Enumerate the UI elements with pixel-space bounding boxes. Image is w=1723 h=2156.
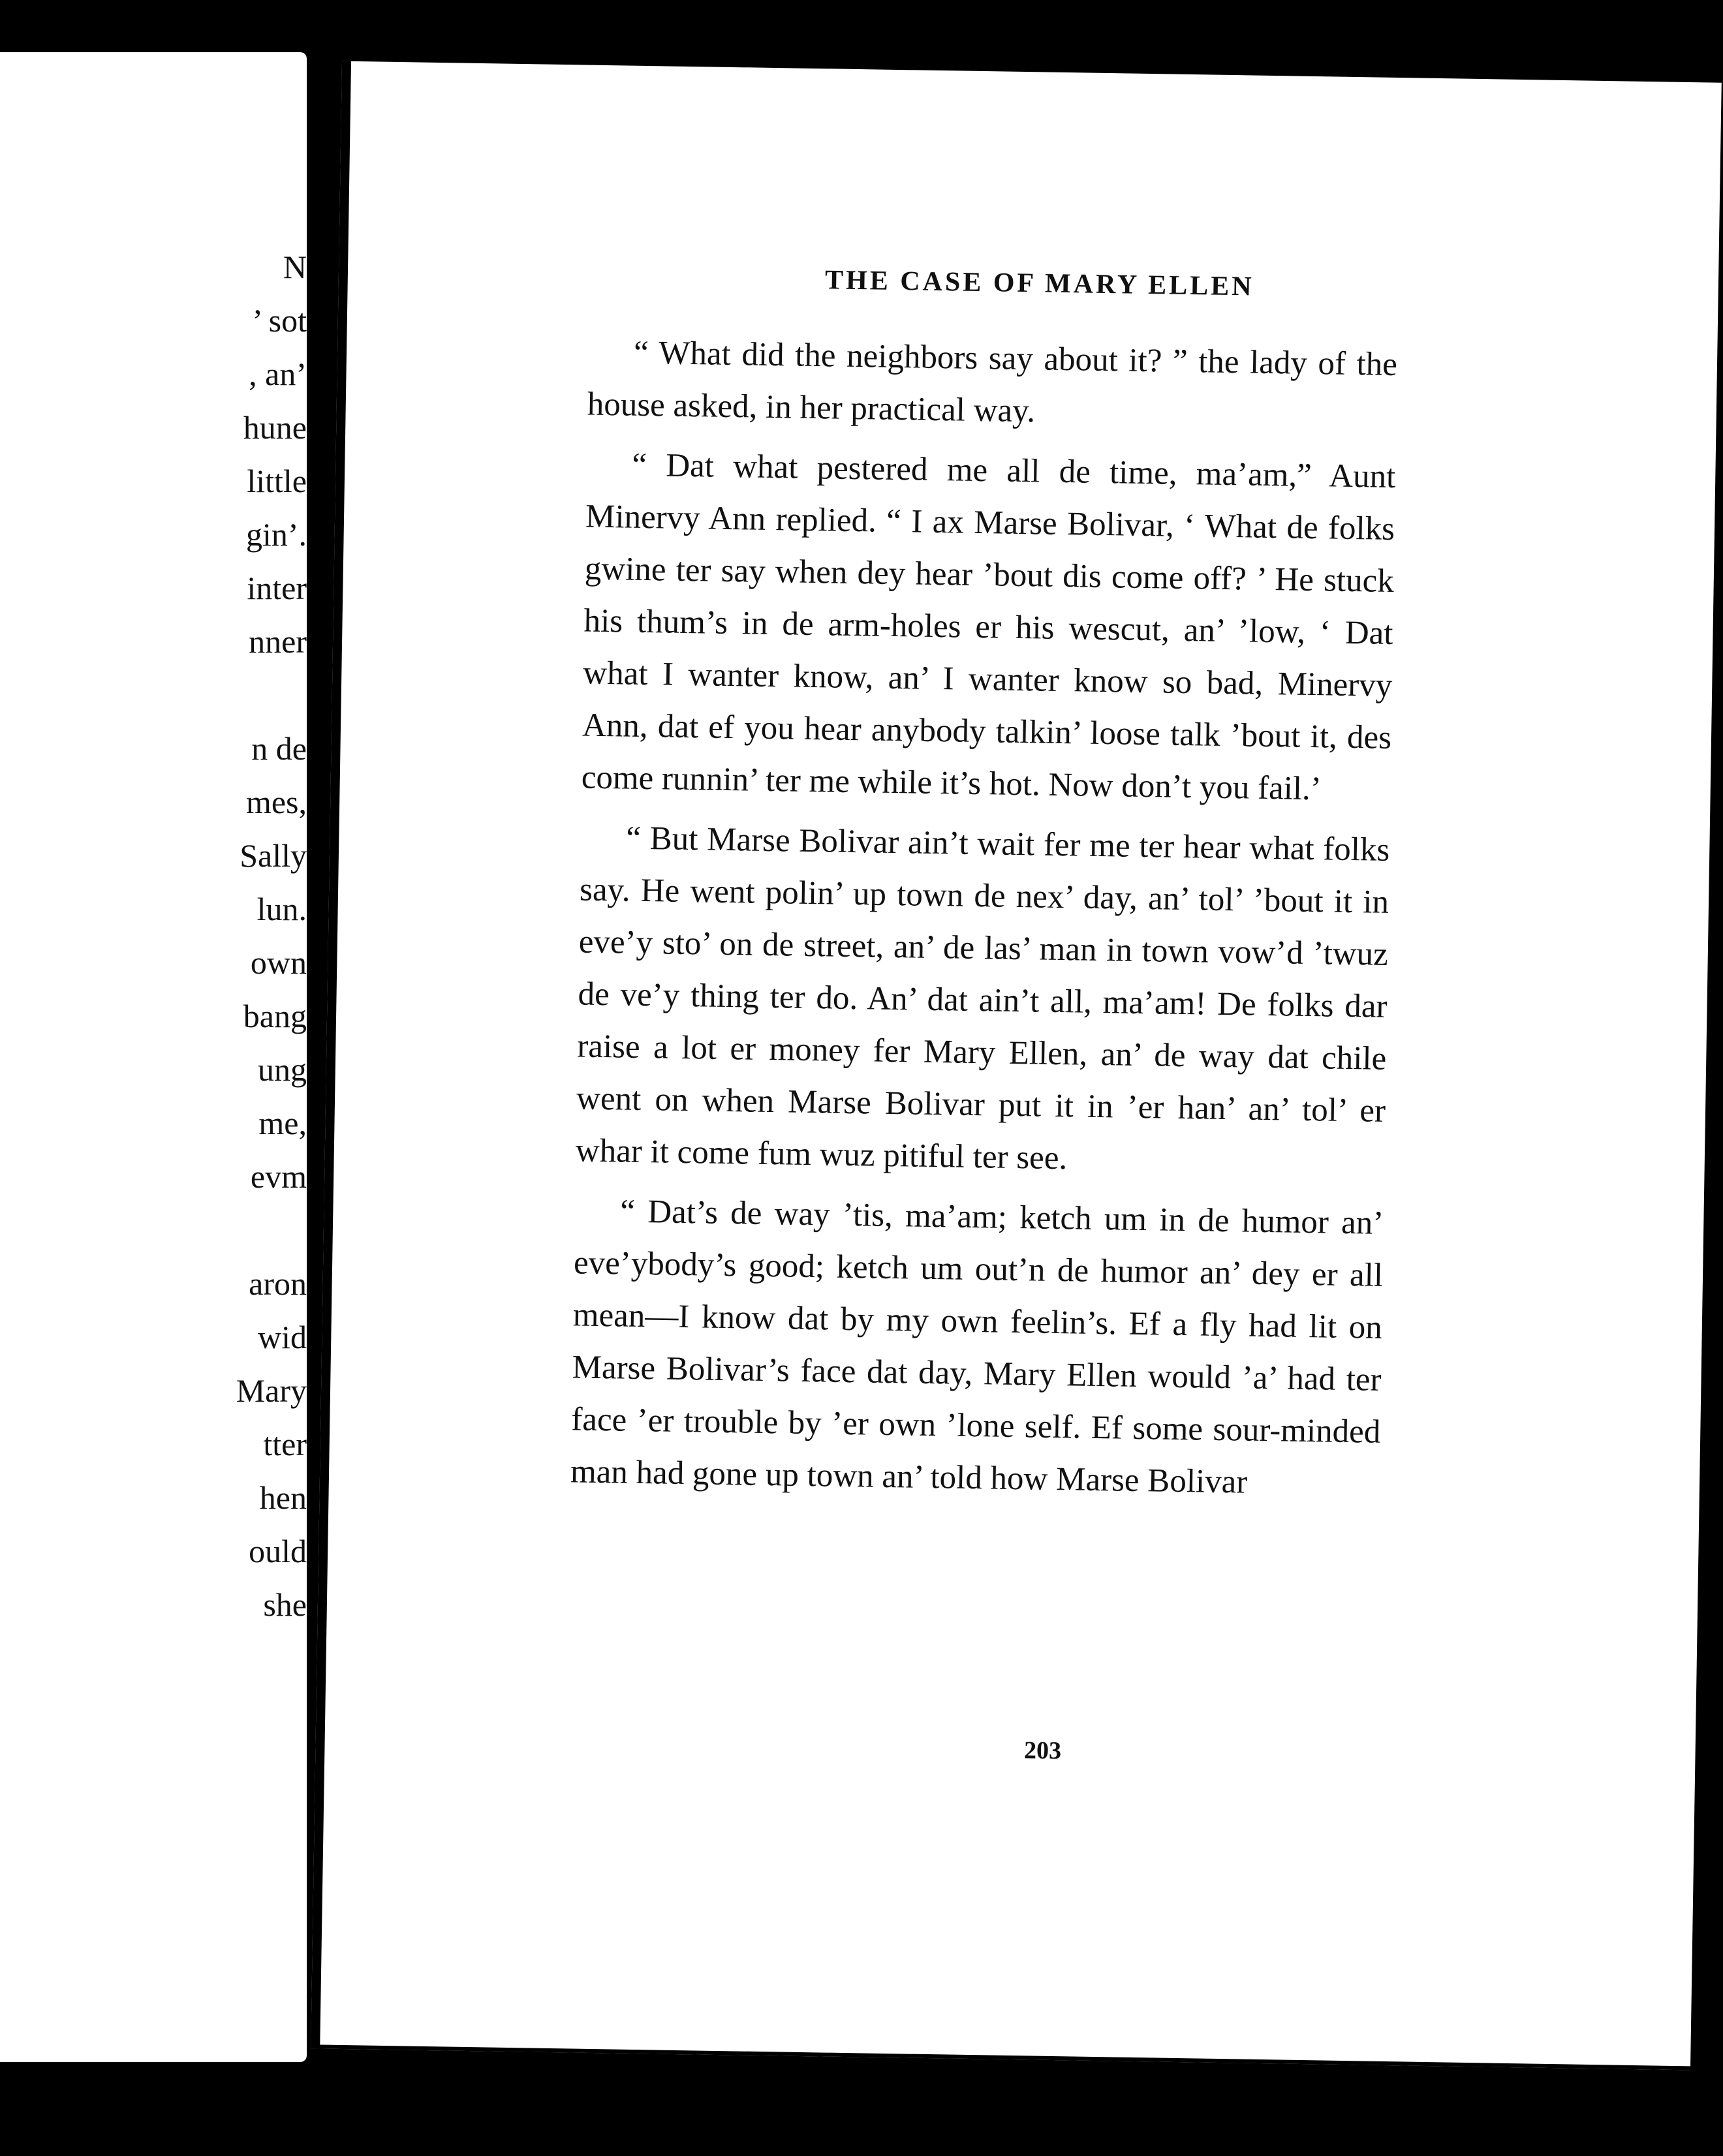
right-page bbox=[311, 61, 1722, 2071]
left-page-line-fragment: own bbox=[250, 944, 307, 981]
paragraph: “ Dat what pestered me all de time, ma’am,” Aunt Minervy Ann replied. “ I ax Marse Bolivar, ‘ What de folks gwine ter say when dey hear ’bout dis come off? ’ He stuck his thum’s in de arm-holes er his wescut, an’ ’low, ‘ Dat what I wanter know, an’ I wanter know so bad, Minervy Ann, dat ef you hear anybody talkin’ loose talk ’bout it, des come runnin’ ter me while it’s hot. Now don’t you fail.’ bbox=[581, 446, 1396, 808]
paragraph: “ Dat’s de way ’tis, ma’am; ketch um in de humor an’ eve’ybody’s good; ketch um out’n de humor an’ dey er all mean—I know dat by my own feelin’s. Ef a fly had lit on Marse Bolivar’s face dat day, Mary Ellen would ’a’ had ter face ’er trouble by ’er own ’lone self. Ef some sour-minded man had gone up town an’ told how Marse Bolivar bbox=[570, 1193, 1384, 1501]
left-page-line-fragment: ung bbox=[258, 1051, 307, 1088]
left-page-line-fragment: hen bbox=[259, 1479, 307, 1516]
paragraph: “ What did the neighbors say about it? ” the lady of the house asked, in her practical way. bbox=[587, 334, 1398, 430]
paragraph: “ But Marse Bolivar ain’t wait fer me ter hear what folks say. He went polin’ up town de nex’ day, an’ tol’ ’bout it in eve’y sto’ on de street, an’ de las’ man in town vow’d ’twuz de ve’y thing ter do. An’ dat ain’t all, ma’am! De folks dar raise a lot er money fer Mary Ellen, an’ de way dat chile went on when Marse Bolivar put it in ’er han’ an’ tol’ er whar it come fum wuz pitiful ter see. bbox=[575, 820, 1390, 1177]
left-page-line-fragment: evm bbox=[250, 1158, 307, 1195]
left-page-line-fragment: gin’. bbox=[245, 516, 307, 553]
left-page-line-fragment: inter bbox=[247, 570, 307, 606]
running-head: THE CASE OF MARY ELLEN bbox=[824, 265, 1254, 302]
left-page-line-fragment: ’ sot bbox=[252, 302, 307, 339]
left-page-line-fragment: tter bbox=[263, 1426, 307, 1462]
left-page-line-fragment: n de bbox=[251, 730, 307, 767]
left-page-line-fragment: wid bbox=[258, 1319, 307, 1355]
page-number: 203 bbox=[1023, 1736, 1062, 1765]
left-page-line-fragment: mes, bbox=[245, 784, 307, 820]
left-page-line-fragment: me, bbox=[258, 1105, 307, 1141]
left-page-line-fragment: lun. bbox=[256, 891, 307, 927]
left-facing-page bbox=[0, 52, 307, 2062]
left-page-line-fragment: nner bbox=[249, 623, 307, 660]
left-page-line-fragment: bang bbox=[243, 998, 307, 1034]
left-page-line-fragment: aron bbox=[249, 1265, 307, 1302]
left-page-line-fragment: she bbox=[263, 1586, 307, 1623]
left-page-line-fragment: ould bbox=[249, 1533, 307, 1569]
left-page-line-fragment: N bbox=[283, 249, 307, 285]
left-page-line-fragment: , an’ bbox=[249, 356, 307, 392]
left-page-line-fragment: Mary bbox=[236, 1372, 307, 1409]
left-page-line-fragment: little bbox=[247, 463, 307, 499]
left-page-line-fragment: hune bbox=[243, 409, 307, 446]
body-text bbox=[570, 326, 1397, 1518]
left-page-line-fragment: Sally bbox=[240, 837, 307, 874]
